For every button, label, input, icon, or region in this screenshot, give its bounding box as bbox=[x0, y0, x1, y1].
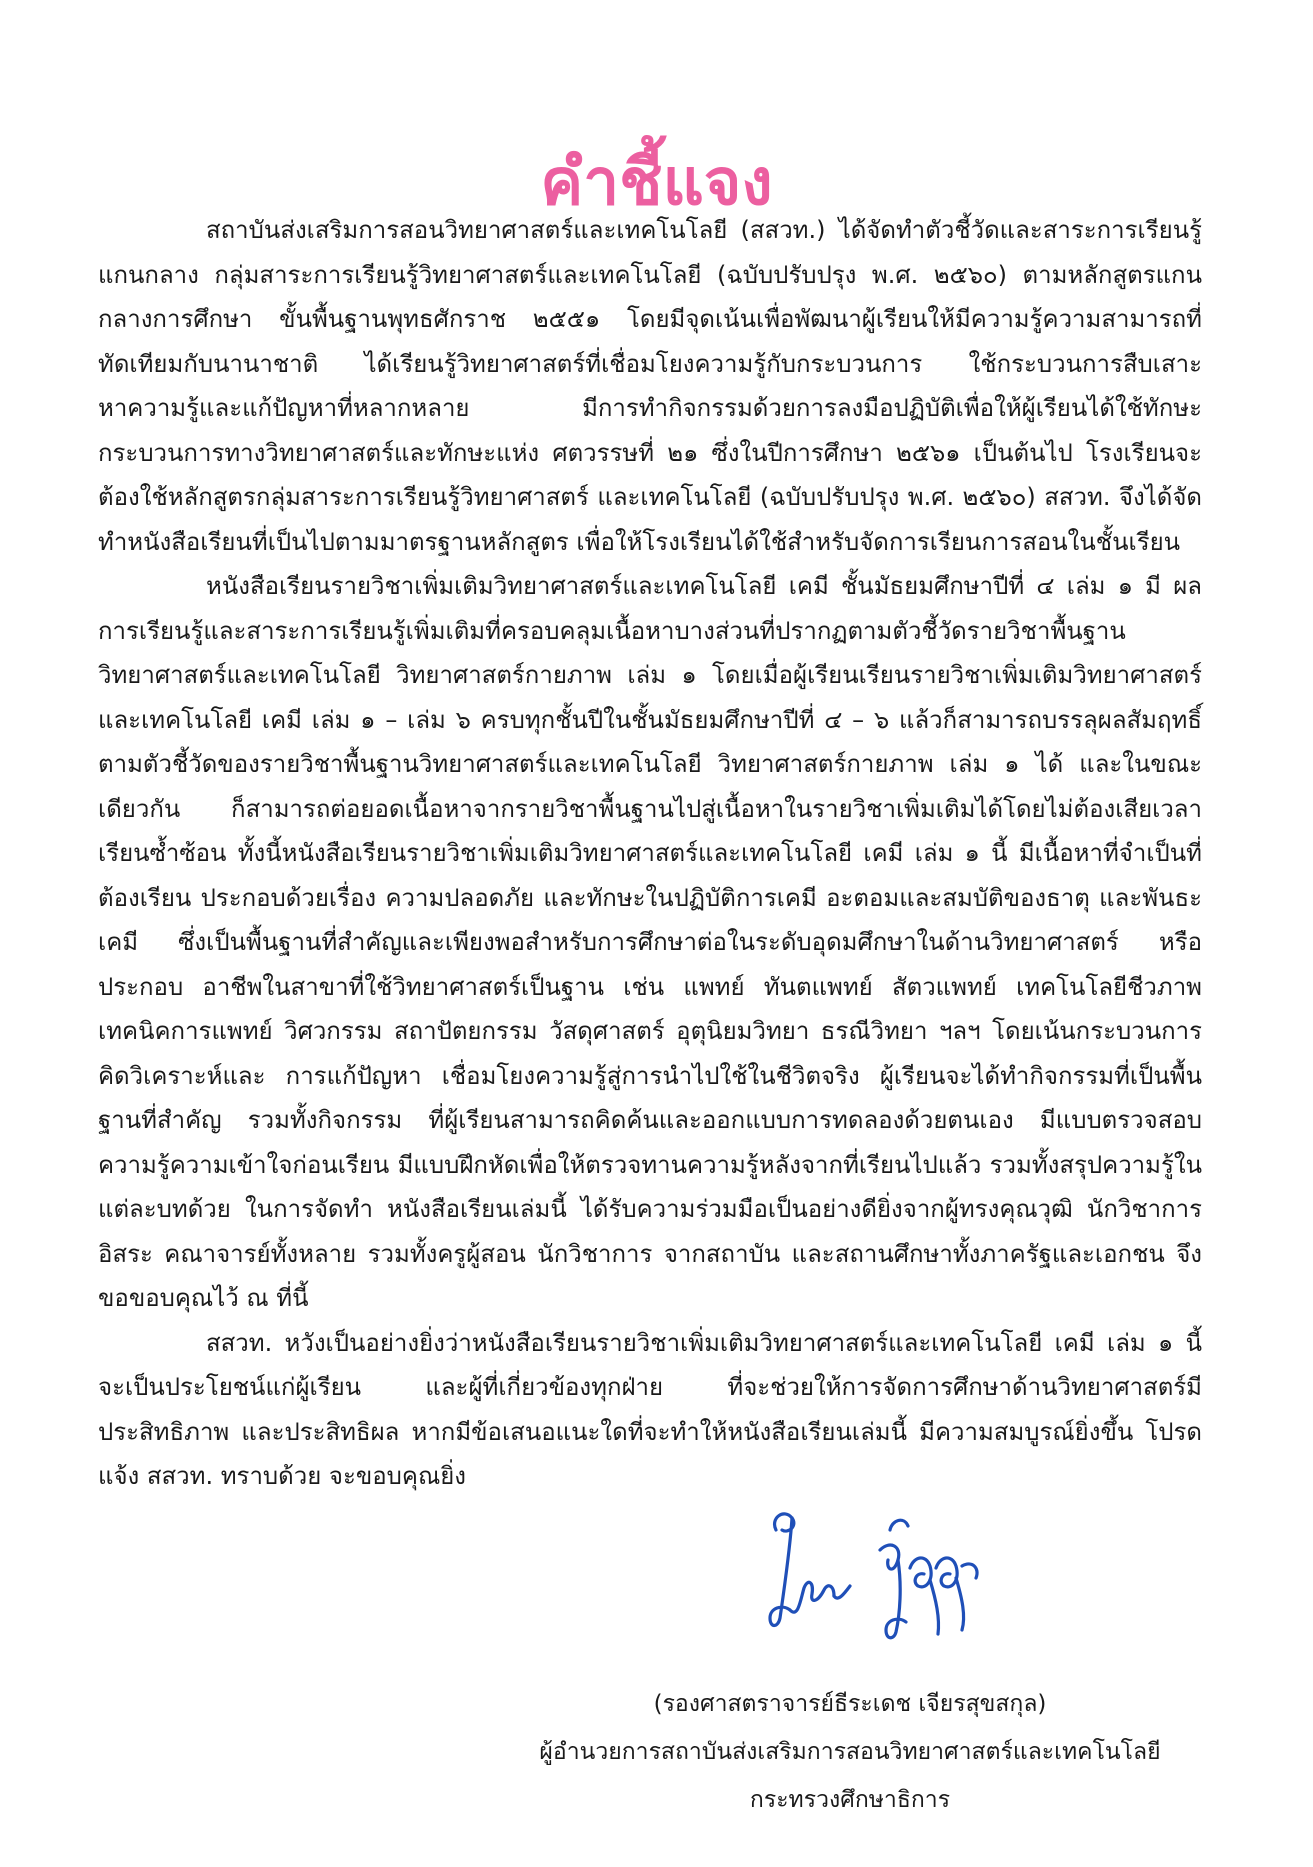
signatory-name: (รองศาสตราจารย์ธีระเดช เจียรสุขสกุล) bbox=[653, 1691, 1047, 1717]
handwritten-signature bbox=[740, 1490, 1060, 1650]
signatory-ministry: กระทรวงศึกษาธิการ bbox=[749, 1787, 951, 1813]
page-title: คำชี้แจง bbox=[540, 145, 773, 220]
paragraph-2: หนังสือเรียนรายวิชาเพิ่มเติมวิทยาศาสตร์และเทคโนโลยี เคมี ชั้นมัธยมศึกษาปีที่ ๔ เล่ม ๑ มี ผลการเรียนรู้และสาระการเรียนรู้เพิ่มเติมที่ครอบคลุมเนื้อหาบางส่วนที่ปรากฏตามตัวชี้วัดรายวิชาพื้นฐาน วิทยาศาสตร์และเทคโนโลยี วิทยาศาสตร์กายภาพ เล่ม ๑ โดยเมื่อผู้เรียนเรียนรายวิชาเพิ่มเติมวิทยาศาสตร์ และเทคโนโลยี เคมี เล่ม ๑ – เล่ม ๖ ครบทุกชั้นปีในชั้นมัธยมศึกษาปีที่ ๔ – ๖ แล้วก็สามารถบรรลุผลสัมฤทธิ์ ตามตัวชี้วัดของรายวิชาพื้นฐานวิทยาศาสตร์และเทคโนโลยี วิทยาศาสตร์กายภาพ เล่ม ๑ ได้ และในขณะเดียวกัน ก็สามารถต่อยอดเนื้อหาจากรายวิชาพื้นฐานไปสู่เนื้อหาในรายวิชาเพิ่มเติมได้โดยไม่ต้องเสียเวลาเรียนซ้ำซ้อน ทั้งนี้หนังสือเรียนรายวิชาเพิ่มเติมวิทยาศาสตร์และเทคโนโลยี เคมี เล่ม ๑ นี้ มีเนื้อหาที่จำเป็นที่ต้องเรียน ประกอบด้วยเรื่อง ความปลอดภัย และทักษะในปฏิบัติการเคมี อะตอมและสมบัติของธาตุ และพันธะเคมี ซึ่งเป็นพื้นฐานที่สำคัญและเพียงพอสำหรับการศึกษาต่อในระดับอุดมศึกษาในด้านวิทยาศาสตร์ หรือประกอบ อาชีพในสาขาที่ใช้วิทยาศาสตร์เป็นฐาน เช่น แพทย์ ทันตแพทย์ สัตวแพทย์ เทคโนโลยีชีวภาพ เทคนิคการแพทย์ วิศวกรรม สถาปัตยกรรม วัสดุศาสตร์ อุตุนิยมวิทยา ธรณีวิทยา ฯลฯ โดยเน้นกระบวนการคิดวิเคราะห์และ การแก้ปัญหา เชื่อมโยงความรู้สู่การนำไปใช้ในชีวิตจริง ผู้เรียนจะได้ทำกิจกรรมที่เป็นพื้นฐานที่สำคัญ รวมทั้งกิจกรรม ที่ผู้เรียนสามารถคิดค้นและออกแบบการทดลองด้วยตนเอง มีแบบตรวจสอบความรู้ความเข้าใจก่อนเรียน มีแบบฝึกหัดเพื่อให้ตรวจทานความรู้หลังจากที่เรียนไปแล้ว รวมทั้งสรุปความรู้ในแต่ละบทด้วย ในการจัดทำ หนังสือเรียนเล่มนี้ ได้รับความร่วมมือเป็นอย่างดียิ่งจากผู้ทรงคุณวุฒิ นักวิชาการอิสระ คณาจารย์ทั้งหลาย รวมทั้งครูผู้สอน นักวิชาการ จากสถาบัน และสถานศึกษาทั้งภาครัฐและเอกชน จึงขอขอบคุณไว้ ณ ที่นี้ bbox=[98, 572, 1202, 1312]
signature-block bbox=[520, 1680, 1180, 1824]
paragraph-3: สสวท. หวังเป็นอย่างยิ่งว่าหนังสือเรียนรายวิชาเพิ่มเติมวิทยาศาสตร์และเทคโนโลยี เคมี เล่ม ๑ นี้ จะเป็นประโยชน์แก่ผู้เรียน และผู้ที่เกี่ยวข้องทุกฝ่าย ที่จะช่วยให้การจัดการศึกษาด้านวิทยาศาสตร์มีประสิทธิภาพ และประสิทธิผล หากมีข้อเสนอแนะใดที่จะทำให้หนังสือเรียนเล่มนี้ มีความสมบูรณ์ยิ่งขึ้น โปรดแจ้ง สสวท. ทราบด้วย จะขอบคุณยิ่ง bbox=[98, 1328, 1202, 1490]
signatory-position: ผู้อำนวยการสถาบันส่งเสริมการสอนวิทยาศาสตร์และเทคโนโลยี bbox=[539, 1739, 1161, 1765]
paragraph-1: สถาบันส่งเสริมการสอนวิทยาศาสตร์และเทคโนโลยี (สสวท.) ได้จัดทำตัวชี้วัดและสาระการเรียนรู้แกนกลาง กลุ่มสาระการเรียนรู้วิทยาศาสตร์และเทคโนโลยี (ฉบับปรับปรุง พ.ศ. ๒๕๖๐) ตามหลักสูตรแกนกลางการศึกษา ขั้นพื้นฐานพุทธศักราช ๒๕๕๑ โดยมีจุดเน้นเพื่อพัฒนาผู้เรียนให้มีความรู้ความสามารถที่ทัดเทียมกับนานาชาติ ได้เรียนรู้วิทยาศาสตร์ที่เชื่อมโยงความรู้กับกระบวนการ ใช้กระบวนการสืบเสาะหาความรู้และแก้ปัญหาที่หลากหลาย มีการทำกิจกรรมด้วยการลงมือปฏิบัติเพื่อให้ผู้เรียนได้ใช้ทักษะกระบวนการทางวิทยาศาสตร์และทักษะแห่ง ศตวรรษที่ ๒๑ ซึ่งในปีการศึกษา ๒๕๖๑ เป็นต้นไป โรงเรียนจะต้องใช้หลักสูตรกลุ่มสาระการเรียนรู้วิทยาศาสตร์ และเทคโนโลยี (ฉบับปรับปรุง พ.ศ. ๒๕๖๐) สสวท. จึงได้จัดทำหนังสือเรียนที่เป็นไปตามมาตรฐานหลักสูตร เพื่อให้โรงเรียนได้ใช้สำหรับจัดการเรียนการสอนในชั้นเรียน bbox=[98, 216, 1202, 556]
body-text bbox=[98, 208, 1202, 1499]
